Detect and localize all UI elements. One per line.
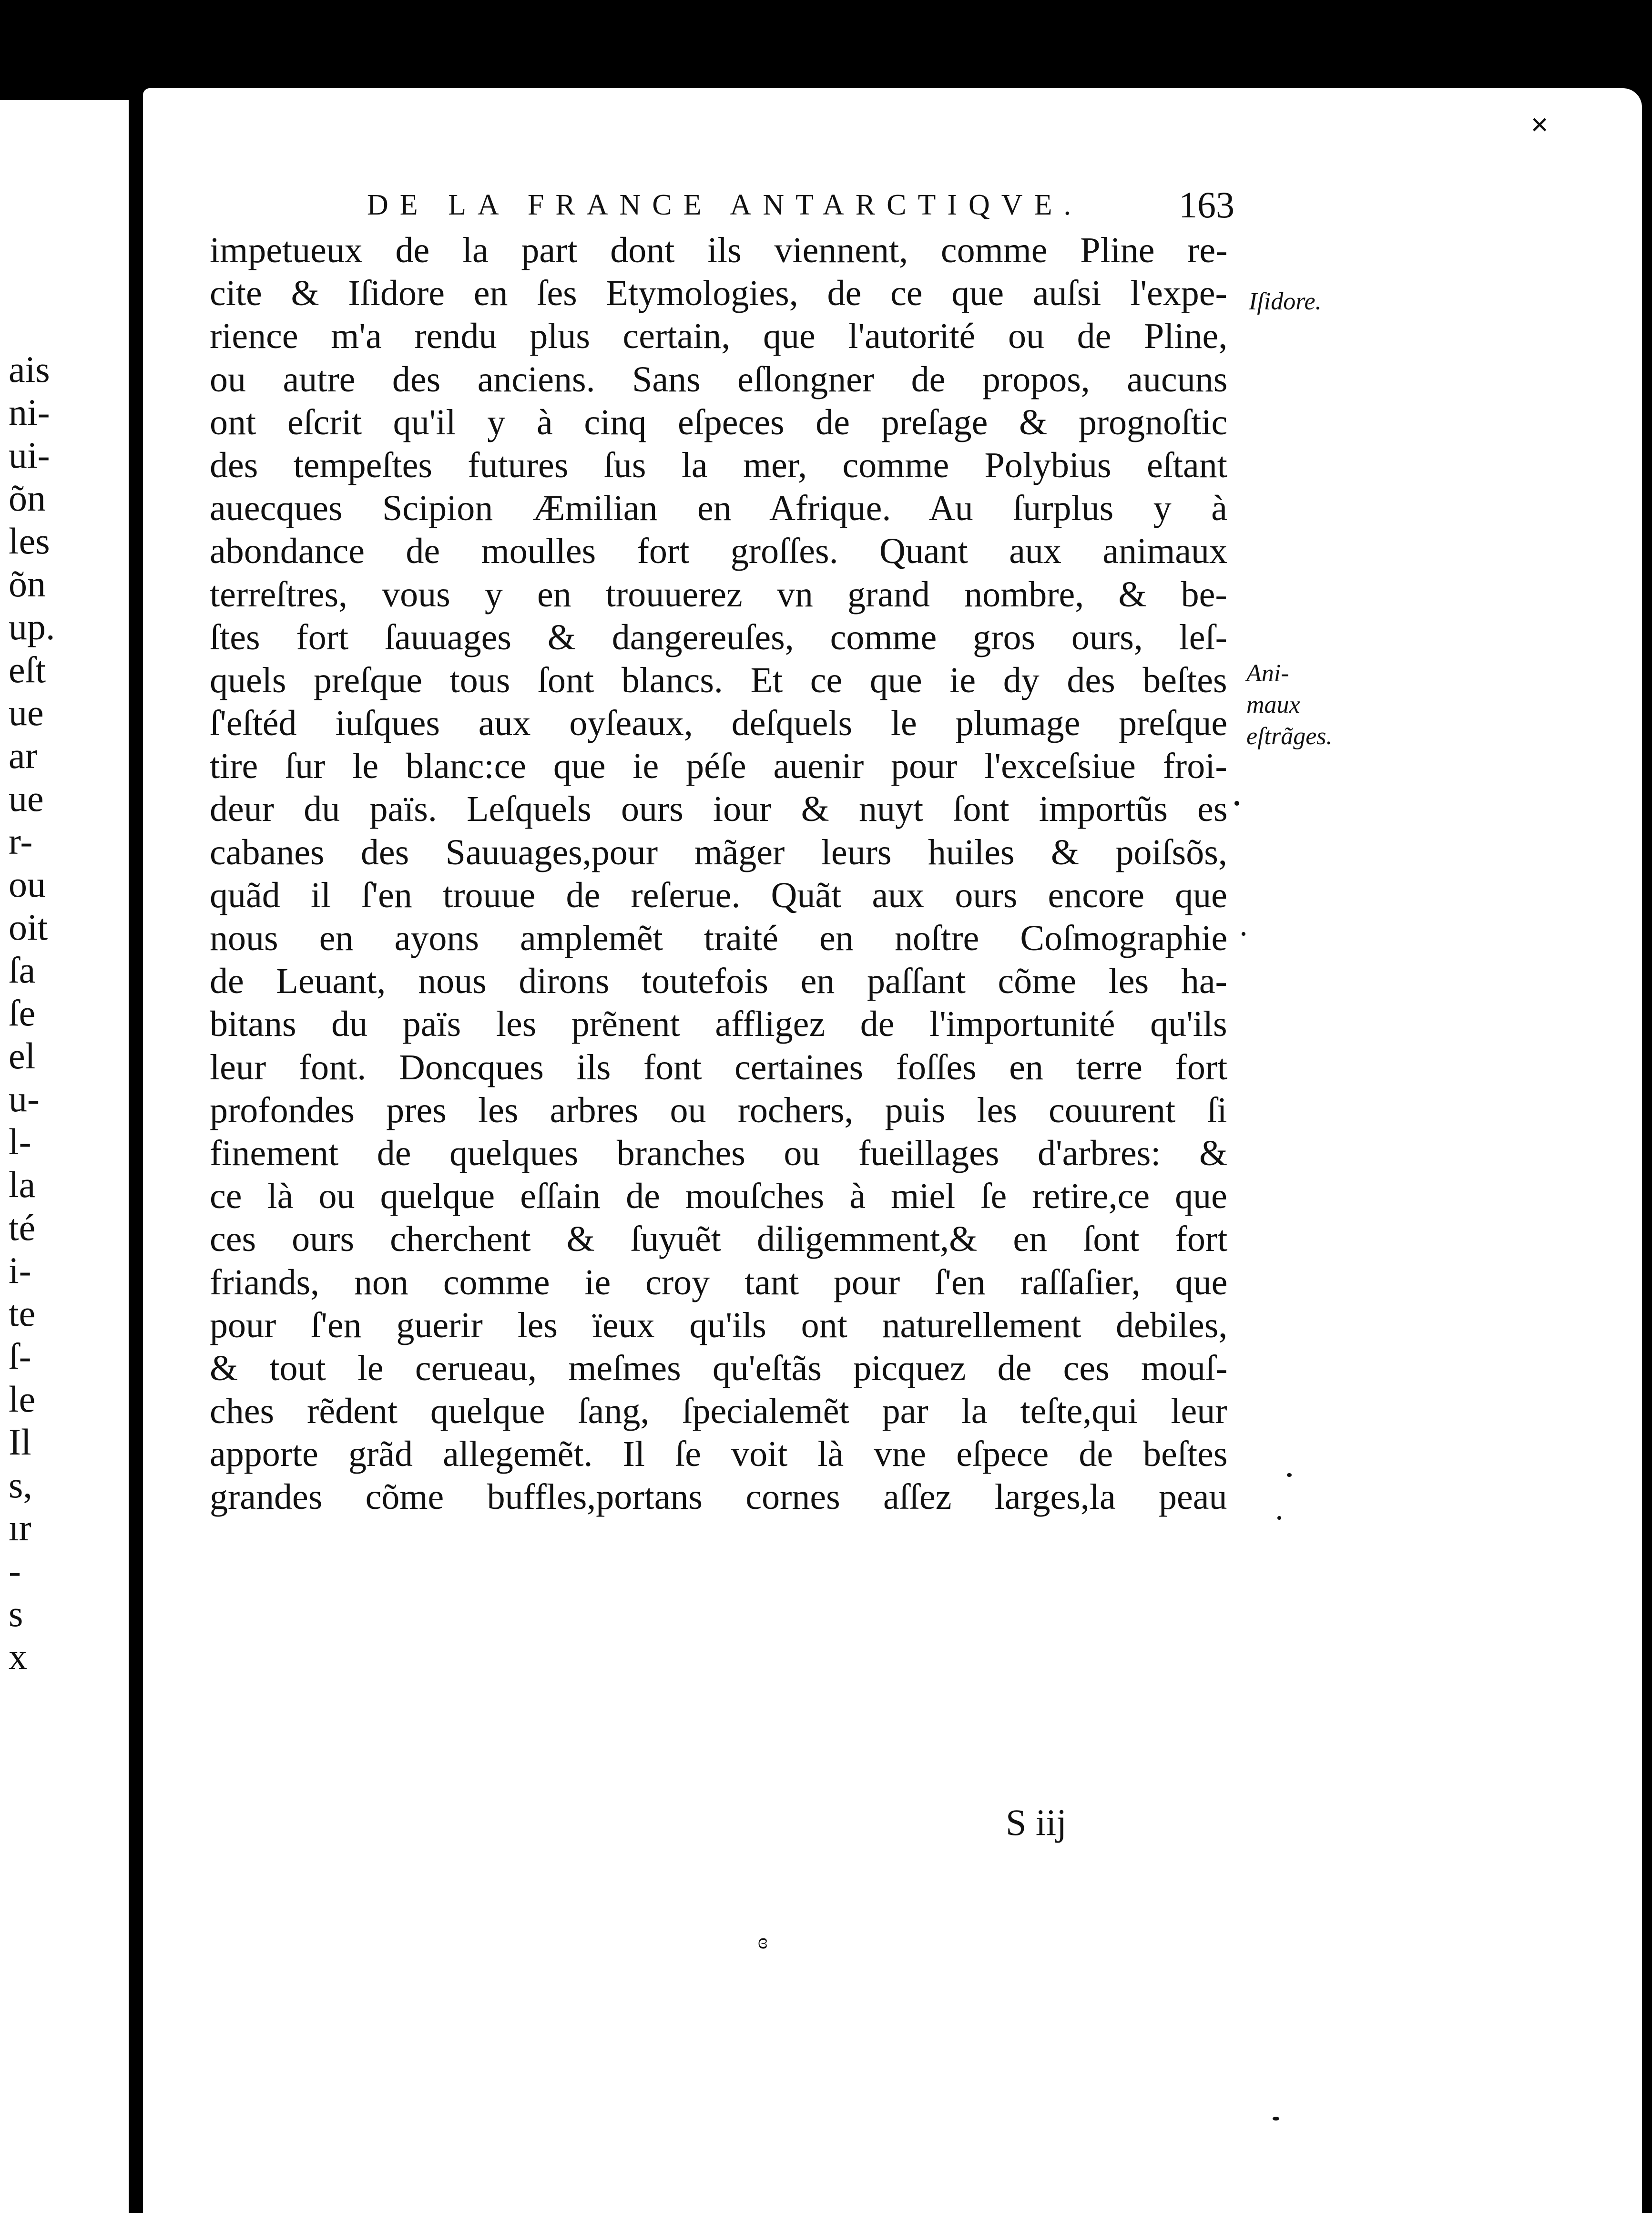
facing-page-fragment: les <box>9 520 50 562</box>
text-line: ches rẽdent quelque ſang, ſpecialemẽt par la teſte,qui leur <box>210 1391 1227 1432</box>
facing-page-fragment: ar <box>9 735 38 776</box>
facing-page-fragment: ue <box>9 692 44 733</box>
text-line: friands, non comme ie croy tant pour ſ'en raſſaſier, que <box>210 1262 1227 1302</box>
facing-page-fragment: Il <box>9 1421 31 1463</box>
text-line: auecques Scipion Æmilian en Afrique. Au ſurplus y à <box>210 488 1227 529</box>
text-line: leur font. Doncques ils font certaines foſſes en terre fort <box>210 1047 1227 1087</box>
text-line: pour ſ'en guerir les ïeux qu'ils ont naturellement debiles, <box>210 1305 1227 1345</box>
facing-page-fragment: up. <box>9 606 55 647</box>
text-line: quãd il ſ'en trouue de reſerue. Quãt aux ours encore que <box>210 875 1227 915</box>
facing-page-fragment: ſa <box>9 949 36 991</box>
text-line: ont eſcrit qu'il y à cinq eſpeces de preſage & prognoſtic <box>210 402 1227 442</box>
facing-page-fragment: õn <box>9 563 46 604</box>
margin-note-line: Ani- <box>1246 660 1289 687</box>
margin-note-line: maux <box>1246 691 1300 718</box>
facing-page-fragment: u- <box>9 1078 40 1119</box>
margin-note-isidore: Iſidore. <box>1249 288 1322 315</box>
facing-page-fragment: ui- <box>9 434 50 476</box>
facing-page-fragment: ou <box>9 863 46 905</box>
text-line: cabanes des Sauuages,pour mãger leurs huiles & poiſsõs, <box>210 832 1227 872</box>
text-line: finement de quelques branches ou fueillages d'arbres: & <box>210 1133 1227 1173</box>
speck <box>1242 932 1245 936</box>
text-line: tire ſur le blanc:ce que ie péſe auenir pour l'exceſsiue froi- <box>210 746 1227 787</box>
page-number: 163 <box>1179 184 1234 225</box>
facing-page-fragment: s <box>9 1593 23 1634</box>
text-line: terreſtres, vous y en trouuerez vn grand nombre, & be- <box>210 574 1227 615</box>
facing-page-fragment: eſt <box>9 649 46 690</box>
facing-page-fragment: ſ- <box>9 1335 31 1377</box>
margin-note-animaux <box>1246 658 1333 752</box>
facing-page-fragment: x <box>9 1636 27 1677</box>
text-line: abondance de moulles fort groſſes. Quant aux animaux <box>210 531 1227 572</box>
margin-note-line: eſtrãges. <box>1246 723 1333 750</box>
text-line: ſtes fort ſauuages & dangereuſes, comme gros ours, leſ- <box>210 617 1227 657</box>
facing-page-fragment: l- <box>9 1121 31 1162</box>
text-line: quels preſque tous ſont blancs. Et ce que ie dy des beſtes <box>210 660 1227 700</box>
text-line: cite & Iſidore en ſes Etymologies, de ce que auſsi l'expe- <box>210 273 1227 314</box>
text-line: de Leuant, nous dirons toutefois en paſſant cõme les ha- <box>210 961 1227 1002</box>
facing-page-fragment: el <box>9 1035 36 1076</box>
text-line: deur du païs. Leſquels ours iour & nuyt ſont importũs es <box>210 789 1227 830</box>
running-head <box>367 184 1234 226</box>
text-line: ſ'eſtéd iuſques aux oyſeaux, deſquels le plumage preſque <box>210 703 1227 744</box>
speck <box>1287 1473 1292 1477</box>
speck <box>1273 2117 1279 2121</box>
facing-page-fragment: té <box>9 1207 36 1248</box>
facing-page-fragment: te <box>9 1292 36 1334</box>
running-head-title: DE LA FRANCE ANTARCTIQVE. <box>367 189 1082 221</box>
facing-page-fragments <box>5 348 129 1678</box>
facing-page-edge <box>0 100 129 2213</box>
facing-page-fragment: oit <box>9 906 48 948</box>
facing-page-fragment: õn <box>9 477 46 519</box>
speck <box>1234 801 1239 806</box>
facing-page-fragment: r- <box>9 820 33 862</box>
text-line: rience m'a rendu plus certain, que l'autorité ou de Pline, <box>210 316 1227 357</box>
text-line: ou autre des anciens. Sans eſlongner de propos, aucuns <box>210 359 1227 400</box>
facing-page-fragment: ni- <box>9 391 50 433</box>
text-line: bitans du païs les prẽnent affligez de l'importunité qu'ils <box>210 1004 1227 1045</box>
facing-page-fragment: ſe <box>9 992 36 1034</box>
corner-mark-icon: ✕ <box>1530 113 1550 138</box>
body-text <box>210 229 1227 1519</box>
text-line: grandes cõme buffles,portans cornes aſſez larges,la peau <box>210 1477 1227 1517</box>
speck <box>1277 1516 1281 1520</box>
facing-page-fragment: la <box>9 1164 36 1205</box>
text-line: ce là ou quelque eſſain de mouſches à miel ſe retire,ce que <box>210 1176 1227 1217</box>
facing-page-fragment: s, <box>9 1464 32 1506</box>
ink-blot-icon: ɞ <box>758 1929 768 1953</box>
text-line: ces ours cherchent & ſuyuẽt diligemment,& en ſont fort <box>210 1219 1227 1260</box>
text-line: apporte grãd allegemẽt. Il ſe voit là vne eſpece de beſtes <box>210 1434 1227 1475</box>
text-line: profondes pres les arbres ou rochers, puis les couurent ſi <box>210 1090 1227 1130</box>
text-line: des tempeſtes futures ſus la mer, comme Polybius eſtant <box>210 445 1227 485</box>
signature-mark: S iij <box>1006 1802 1067 1843</box>
facing-page-fragment: - <box>9 1550 21 1591</box>
facing-page-fragment: ue <box>9 778 44 819</box>
facing-page-fragment: ır <box>9 1507 31 1548</box>
facing-page-fragment: ais <box>9 348 50 390</box>
text-line: impetueux de la part dont ils viennent, comme Pline re- <box>210 230 1227 270</box>
text-line: nous en ayons amplemẽt traité en noſtre Coſmographie <box>210 918 1227 958</box>
text-line: & tout le cerueau, meſmes qu'eſtãs picquez de ces mouſ- <box>210 1348 1227 1388</box>
facing-page-fragment: le <box>9 1378 36 1420</box>
facing-page-fragment: i- <box>9 1250 31 1291</box>
